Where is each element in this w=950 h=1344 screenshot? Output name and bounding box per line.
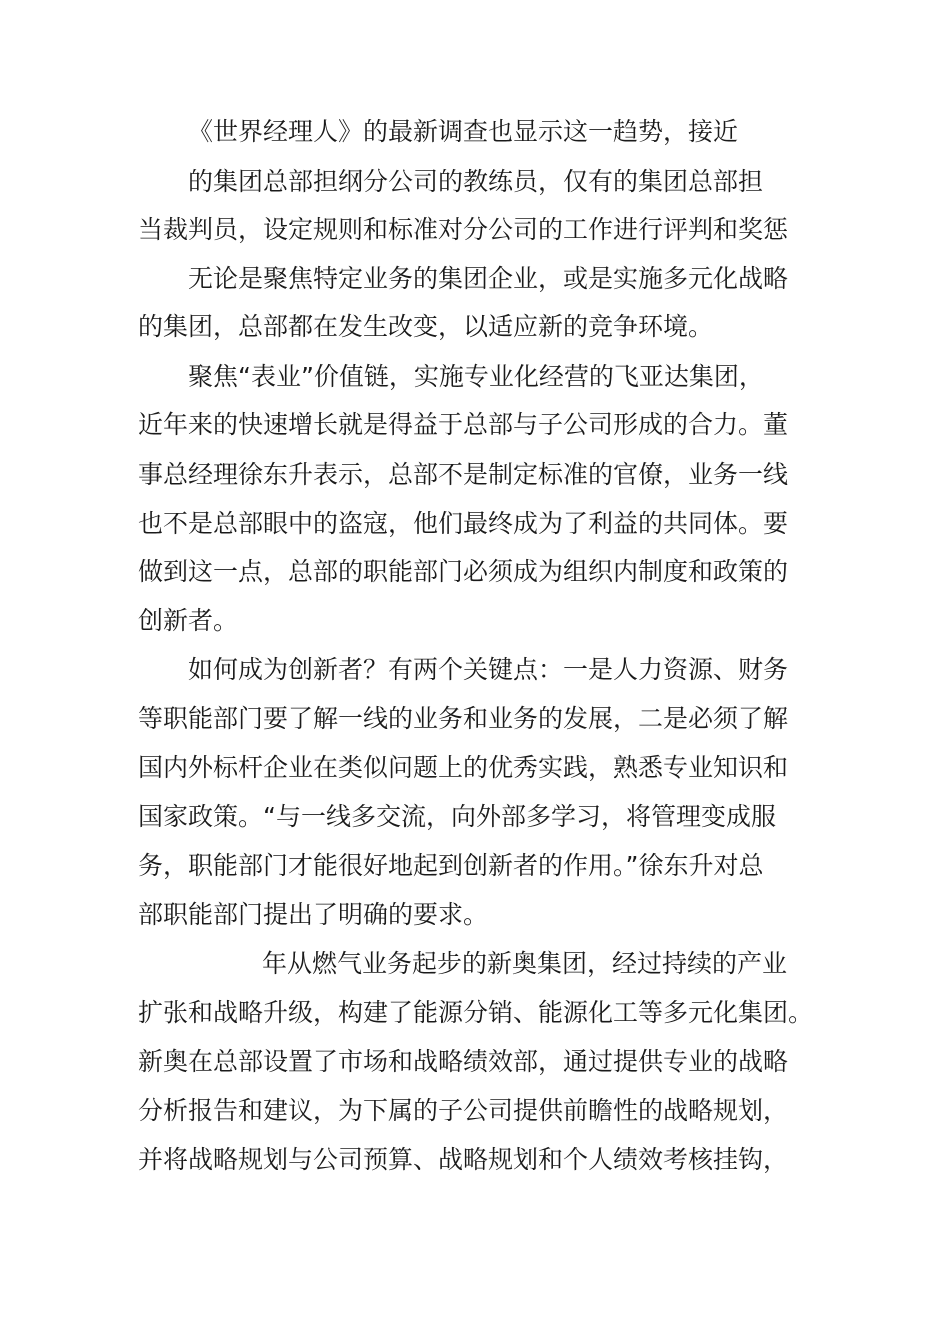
text-line-9: 也不是总部眼中的盗寇，他们最终成为了利益的共同体。要: [138, 509, 789, 538]
text-line-7: 近年来的快速增长就是得益于总部与子公司形成的合力。董: [138, 410, 789, 439]
text-line-1: 《世界经理人》的最新调查也显示这一趋势，接近: [188, 117, 739, 146]
text-line-14: 国内外标杆企业在类似问题上的优秀实践，熟悉专业知识和: [138, 753, 789, 782]
text-line-16: 务，职能部门才能很好地起到创新者的作用。”徐东升对总: [138, 851, 764, 880]
text-line-2: 的集团总部担纲分公司的教练员，仅有的集团总部担: [188, 167, 764, 196]
text-line-10: 做到这一点，总部的职能部门必须成为组织内制度和政策的: [138, 557, 789, 586]
text-line-11: 创新者。: [138, 606, 239, 635]
text-line-4: 无论是聚焦特定业务的集团企业，或是实施多元化战略: [188, 264, 789, 293]
text-line-21: 分析报告和建议，为下属的子公司提供前瞻性的战略规划，: [138, 1096, 789, 1125]
text-line-17: 部职能部门提出了明确的要求。: [138, 900, 489, 929]
text-line-8: 事总经理徐东升表示，总部不是制定标准的官僚，业务一线: [138, 460, 789, 489]
text-line-5: 的集团，总部都在发生改变，以适应新的竞争环境。: [138, 312, 714, 341]
text-line-22: 并将战略规划与公司预算、战略规划和个人绩效考核挂钩，: [138, 1145, 789, 1174]
text-line-3: 当裁判员，设定规则和标准对分公司的工作进行评判和奖惩: [138, 215, 789, 244]
text-line-19: 扩张和战略升级，构建了能源分销、能源化工等多元化集团。: [138, 998, 814, 1027]
text-line-15: 国家政策。“与一线多交流，向外部多学习，将管理变成服: [138, 802, 776, 831]
text-line-6: 聚焦“表业”价值链，实施专业化经营的飞亚达集团，: [188, 362, 764, 391]
text-line-12: 如何成为创新者？有两个关键点：一是人力资源、财务: [188, 655, 789, 684]
text-line-18: 年从燃气业务起步的新奥集团，经过持续的产业: [262, 949, 788, 978]
text-line-20: 新奥在总部设置了市场和战略绩效部，通过提供专业的战略: [138, 1047, 789, 1076]
text-line-13: 等职能部门要了解一线的业务和业务的发展，二是必须了解: [138, 704, 789, 733]
